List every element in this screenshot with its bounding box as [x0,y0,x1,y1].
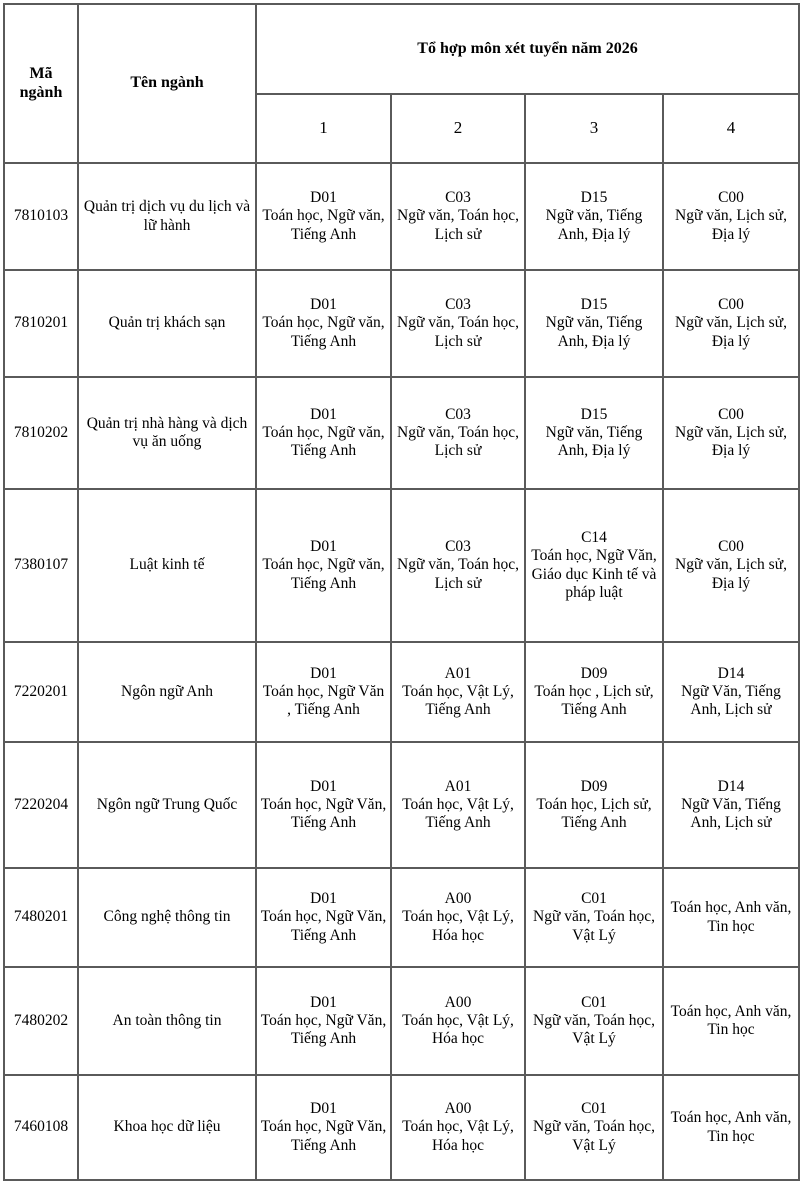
cell-to-hop-1 [256,1075,391,1180]
combo-subjects: Ngữ văn, Toán học, Vật Lý [533,908,655,944]
combo-code: C03 [445,189,471,207]
table-header [4,4,799,163]
cell-ten-nganh: Quản trị khách sạn [78,270,256,377]
combo-subjects: Ngữ văn, Toán học, Lịch sử [397,423,519,460]
combo-subjects: Toán học, Anh văn, Tin học [670,1109,792,1145]
combo-code: C01 [581,993,607,1011]
cell-to-hop-1 [256,489,391,642]
cell-ten-nganh: Ngôn ngữ Anh [78,642,256,742]
cell-to-hop-2 [391,163,525,270]
table-row [4,642,799,742]
cell-ten-nganh: Luật kinh tế [78,489,256,642]
cell-ma-nganh: 7480201 [4,868,78,967]
cell-to-hop-1 [256,163,391,270]
cell-ma-nganh: 7810202 [4,377,78,489]
combo-subjects: Toán học, Ngữ văn, Tiếng Anh [262,423,385,460]
combo-subjects: Toán học, Ngữ Văn, Tiếng Anh [260,795,387,832]
combo-subjects: Toán học, Vật Lý, Tiếng Anh [402,795,514,832]
cell-to-hop-2 [391,742,525,868]
cell-ma-nganh: 7380107 [4,489,78,642]
table-row [4,967,799,1075]
table-row [4,270,799,377]
cell-ma-nganh: 7460108 [4,1075,78,1180]
cell-to-hop-4 [663,270,799,377]
cell-to-hop-4 [663,489,799,642]
combo-subjects: Ngữ văn, Toán học, Lịch sử [397,207,519,243]
combo-code: C01 [581,890,607,908]
combo-subjects: Ngữ văn, Toán học, Lịch sử [397,314,519,350]
combo-code: D01 [310,189,337,207]
cell-to-hop-3 [525,868,663,967]
column-header-to-hop-mon: Tổ hợp môn xét tuyển năm 2026 [256,4,799,94]
cell-to-hop-2 [391,377,525,489]
combo-code: D01 [310,538,337,556]
cell-ten-nganh: Khoa học dữ liệu [78,1075,256,1180]
combo-code: D01 [310,777,337,795]
table-row [4,1075,799,1180]
combo-code: A01 [444,777,472,795]
combo-code: C00 [718,405,744,423]
combo-code: A00 [444,993,472,1011]
combo-code: A00 [444,1100,472,1118]
combo-code: C00 [718,189,744,207]
combo-subjects: Toán học , Lịch sử, Tiếng Anh [534,682,654,719]
cell-to-hop-3 [525,489,663,642]
column-header-group-3: 3 [525,94,663,163]
cell-to-hop-1 [256,642,391,742]
combo-subjects: Ngữ văn, Lịch sử, Địa lý [675,423,787,460]
cell-to-hop-2 [391,489,525,642]
cell-to-hop-3 [525,163,663,270]
cell-ma-nganh: 7810201 [4,270,78,377]
combo-subjects: Ngữ văn, Tiếng Anh, Địa lý [545,423,643,460]
combo-subjects: Toán học, Ngữ văn, Tiếng Anh [262,556,385,592]
column-header-group-2: 2 [391,94,525,163]
cell-to-hop-3 [525,270,663,377]
combo-subjects: Toán học, Ngữ Văn , Tiếng Anh [262,682,385,719]
cell-to-hop-3 [525,377,663,489]
table-row [4,742,799,868]
combo-code: D09 [580,777,608,795]
cell-to-hop-2 [391,1075,525,1180]
combo-code: D01 [310,1100,337,1118]
cell-to-hop-1 [256,868,391,967]
combo-code: D14 [717,664,745,682]
combo-code: C00 [718,538,744,556]
combo-subjects: Ngữ văn, Toán học, Vật Lý [533,1118,655,1154]
table-row [4,868,799,967]
cell-to-hop-4 [663,642,799,742]
combo-subjects: Ngữ văn, Lịch sử, Địa lý [675,556,787,592]
combo-subjects: Toán học, Anh văn, Tin học [670,1002,792,1038]
cell-ma-nganh: 7220201 [4,642,78,742]
table-row [4,489,799,642]
combo-subjects: Toán học, Ngữ văn, Tiếng Anh [262,207,385,243]
combo-code: C14 [581,528,607,546]
cell-ten-nganh: Ngôn ngữ Trung Quốc [78,742,256,868]
cell-ten-nganh: Quản trị dịch vụ du lịch và lữ hành [78,163,256,270]
combo-subjects: Toán học, Anh văn, Tin học [670,899,792,935]
admissions-table [3,3,800,1181]
combo-code: D01 [310,296,337,314]
cell-ten-nganh: Quản trị nhà hàng và dịch vụ ăn uống [78,377,256,489]
column-header-group-4: 4 [663,94,799,163]
combo-subjects: Ngữ văn, Tiếng Anh, Địa lý [545,314,643,350]
combo-subjects: Ngữ Văn, Tiếng Anh, Lịch sử [681,682,781,719]
combo-code: C03 [445,405,471,423]
cell-to-hop-3 [525,1075,663,1180]
combo-subjects: Ngữ Văn, Tiếng Anh, Lịch sử [681,795,781,832]
combo-subjects: Toán học, Ngữ Văn, Giáo dục Kinh tế và pháp luật [531,547,657,601]
combo-code: C03 [445,296,471,314]
cell-to-hop-4 [663,967,799,1075]
combo-code: D01 [310,993,337,1011]
combo-subjects: Toán học, Vật Lý, Hóa học [402,908,514,944]
header-row-primary [4,4,799,94]
table-body [4,163,799,1180]
cell-to-hop-1 [256,377,391,489]
combo-subjects: Ngữ văn, Lịch sử, Địa lý [675,314,787,350]
combo-code: D01 [310,890,337,908]
cell-to-hop-3 [525,642,663,742]
cell-ma-nganh: 7220204 [4,742,78,868]
combo-subjects: Toán học, Vật Lý, Tiếng Anh [402,682,514,719]
combo-code: C01 [581,1100,607,1118]
combo-subjects: Toán học, Vật Lý, Hóa học [402,1118,514,1154]
cell-to-hop-4 [663,163,799,270]
column-header-group-1: 1 [256,94,391,163]
cell-to-hop-4 [663,868,799,967]
combo-subjects: Ngữ văn, Tiếng Anh, Địa lý [545,207,643,243]
combo-subjects: Toán học, Lịch sử, Tiếng Anh [536,795,652,832]
combo-code: D15 [580,296,608,314]
cell-ma-nganh: 7480202 [4,967,78,1075]
table-row [4,163,799,270]
cell-to-hop-3 [525,967,663,1075]
cell-to-hop-1 [256,270,391,377]
combo-code: D01 [310,405,337,423]
combo-code: C00 [718,296,744,314]
combo-subjects: Toán học, Ngữ Văn, Tiếng Anh [260,1011,387,1048]
combo-code: D09 [580,664,608,682]
cell-to-hop-4 [663,742,799,868]
cell-to-hop-1 [256,742,391,868]
combo-code: D14 [717,777,745,795]
cell-to-hop-2 [391,270,525,377]
cell-to-hop-4 [663,1075,799,1180]
combo-code: D15 [580,405,608,423]
cell-to-hop-4 [663,377,799,489]
cell-ma-nganh: 7810103 [4,163,78,270]
combo-code: C03 [445,538,471,556]
combo-subjects: Ngữ văn, Toán học, Lịch sử [397,556,519,592]
combo-code: A01 [444,664,472,682]
combo-subjects: Toán học, Ngữ Văn, Tiếng Anh [260,908,387,944]
combo-code: D01 [310,664,337,682]
combo-subjects: Toán học, Vật Lý, Hóa học [402,1011,514,1048]
cell-to-hop-1 [256,967,391,1075]
column-header-ma-nganh: Mã ngành [4,4,78,163]
combo-code: A00 [444,890,472,908]
combo-subjects: Toán học, Ngữ Văn, Tiếng Anh [260,1118,387,1154]
combo-subjects: Ngữ văn, Lịch sử, Địa lý [675,207,787,243]
cell-to-hop-2 [391,967,525,1075]
cell-to-hop-2 [391,868,525,967]
cell-ten-nganh: An toàn thông tin [78,967,256,1075]
cell-to-hop-2 [391,642,525,742]
cell-to-hop-3 [525,742,663,868]
column-header-ten-nganh: Tên ngành [78,4,256,163]
combo-code: D15 [580,189,608,207]
combo-subjects: Toán học, Ngữ văn, Tiếng Anh [262,314,385,350]
table-row [4,377,799,489]
cell-ten-nganh: Công nghệ thông tin [78,868,256,967]
combo-subjects: Ngữ văn, Toán học, Vật Lý [533,1011,655,1048]
